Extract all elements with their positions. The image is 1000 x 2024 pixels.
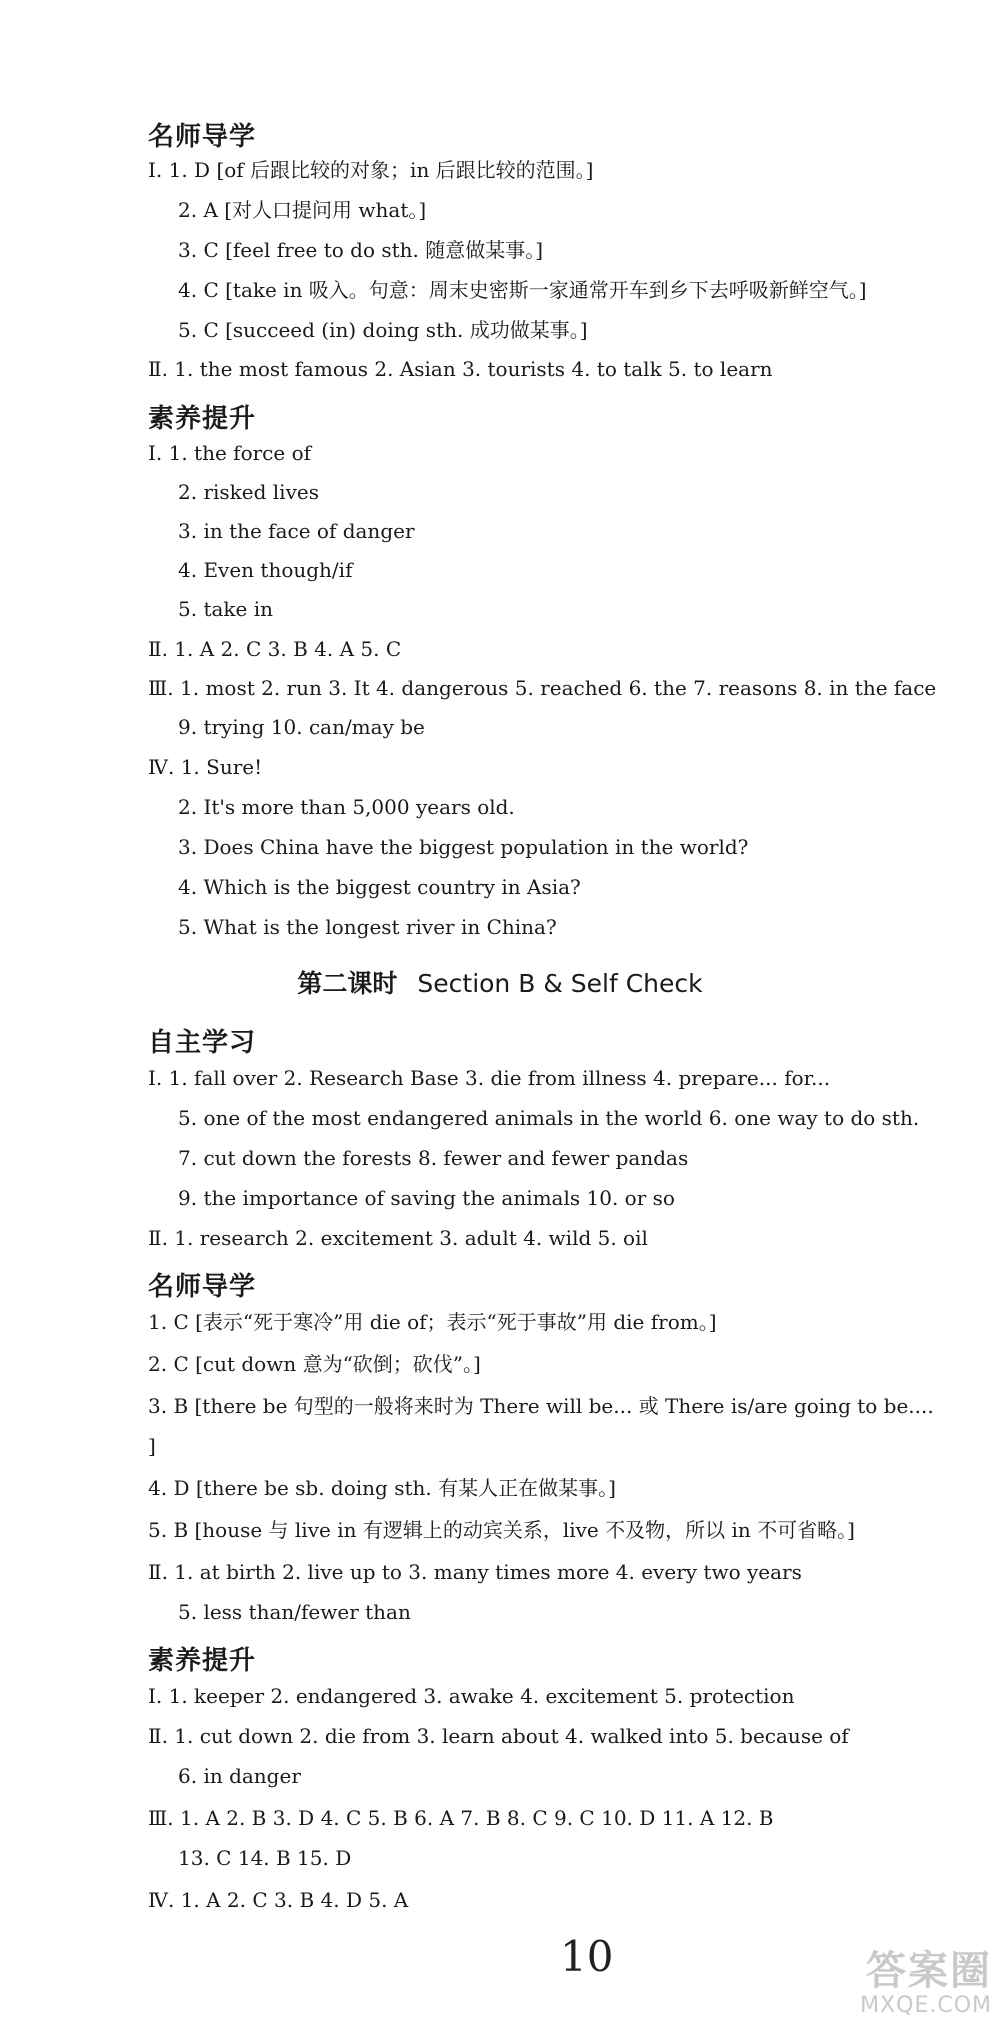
watermark-site: MXQE.COM (860, 1993, 992, 2018)
answer-line: 3. Does China have the biggest population in the world? (178, 835, 749, 859)
section-heading-skill-improvement: 素养提升 (148, 404, 257, 434)
answer-line: 5. B [house 与 live in 有逻辑上的动宾关系，live 不及物，所以 in 不可省略。] (148, 1518, 855, 1542)
answer-line: 1. C [表示“死于寒冷”用 die of；表示“死于事故”用 die from。] (148, 1310, 717, 1334)
answer-line: 2. risked lives (178, 480, 319, 504)
answer-line: 4. C [take in 吸入。句意：周末史密斯一家通常开车到乡下去呼吸新鲜空气。] (178, 278, 867, 302)
answer-line: 3. C [feel free to do sth. 随意做某事。] (178, 238, 544, 262)
answer-line: Ⅲ. 1. A 2. B 3. D 4. C 5. B 6. A 7. B 8. C 9. C 10. D 11. A 12. B (148, 1806, 774, 1830)
answer-line: 3. B [there be 句型的一般将来时为 There will be... 或 There is/are going to be.... (148, 1394, 934, 1418)
page-number: 10 (560, 1932, 614, 1981)
answer-line: Ⅰ. 1. the force of (148, 441, 312, 465)
answer-line: 7. cut down the forests 8. fewer and fewer pandas (178, 1146, 689, 1170)
answer-line: 9. trying 10. can/may be (178, 715, 425, 739)
section-heading-teacher-guide: 名师导学 (148, 122, 257, 152)
answer-line: Ⅰ. 1. fall over 2. Research Base 3. die from illness 4. prepare... for... (148, 1066, 831, 1090)
answer-line: 2. It's more than 5,000 years old. (178, 795, 515, 819)
watermark-logo-text: 答案圈 (866, 1948, 992, 1994)
answer-line: 4. Which is the biggest country in Asia? (178, 875, 581, 899)
answer-line: 9. the importance of saving the animals 10. or so (178, 1186, 675, 1210)
lesson-subtitle: Section B & Self Check (417, 969, 703, 998)
answer-line: Ⅱ. 1. A 2. C 3. B 4. A 5. C (148, 637, 402, 661)
section-heading-self-study: 自主学习 (148, 1028, 257, 1058)
answer-line: 5. What is the longest river in China? (178, 915, 557, 939)
answer-line: Ⅳ. 1. Sure! (148, 755, 263, 779)
lesson-title-cn: 第二课时 (297, 969, 398, 998)
answer-line: 5. take in (178, 597, 273, 621)
answer-line: Ⅳ. 1. A 2. C 3. B 4. D 5. A (148, 1888, 409, 1912)
answer-line: Ⅱ. 1. cut down 2. die from 3. learn about 4. walked into 5. because of (148, 1724, 849, 1748)
answer-line: 2. C [cut down 意为“砍倒；砍伐”。] (148, 1352, 481, 1376)
watermark (860, 1949, 992, 2018)
section-heading-skill-improvement-2: 素养提升 (148, 1646, 257, 1676)
answer-line: Ⅰ. 1. D [of 后跟比较的对象；in 后跟比较的范围。] (148, 158, 594, 182)
answer-line: Ⅱ. 1. research 2. excitement 3. adult 4. wild 5. oil (148, 1226, 648, 1250)
answer-line: Ⅰ. 1. keeper 2. endangered 3. awake 4. excitement 5. protection (148, 1684, 795, 1708)
answer-line: Ⅱ. 1. the most famous 2. Asian 3. tourists 4. to talk 5. to learn (148, 357, 773, 381)
answer-line: 4. Even though/if (178, 558, 353, 582)
answer-line: 2. A [对人口提问用 what。] (178, 198, 427, 222)
lesson-title (0, 964, 1000, 1000)
answer-line: 4. D [there be sb. doing sth. 有某人正在做某事。] (148, 1476, 616, 1500)
answer-line: 6. in danger (178, 1764, 301, 1788)
section-heading-teacher-guide-2: 名师导学 (148, 1272, 257, 1302)
answer-line: 13. C 14. B 15. D (178, 1846, 352, 1870)
answer-line: ] (148, 1434, 156, 1458)
answer-line: Ⅲ. 1. most 2. run 3. It 4. dangerous 5. reached 6. the 7. reasons 8. in the face (148, 676, 937, 700)
answer-line: 5. less than/fewer than (178, 1600, 411, 1624)
answer-line: Ⅱ. 1. at birth 2. live up to 3. many times more 4. every two years (148, 1560, 802, 1584)
answer-line: 5. C [succeed (in) doing sth. 成功做某事。] (178, 318, 588, 342)
answer-line: 5. one of the most endangered animals in the world 6. one way to do sth. (178, 1106, 920, 1130)
answer-line: 3. in the face of danger (178, 519, 415, 543)
